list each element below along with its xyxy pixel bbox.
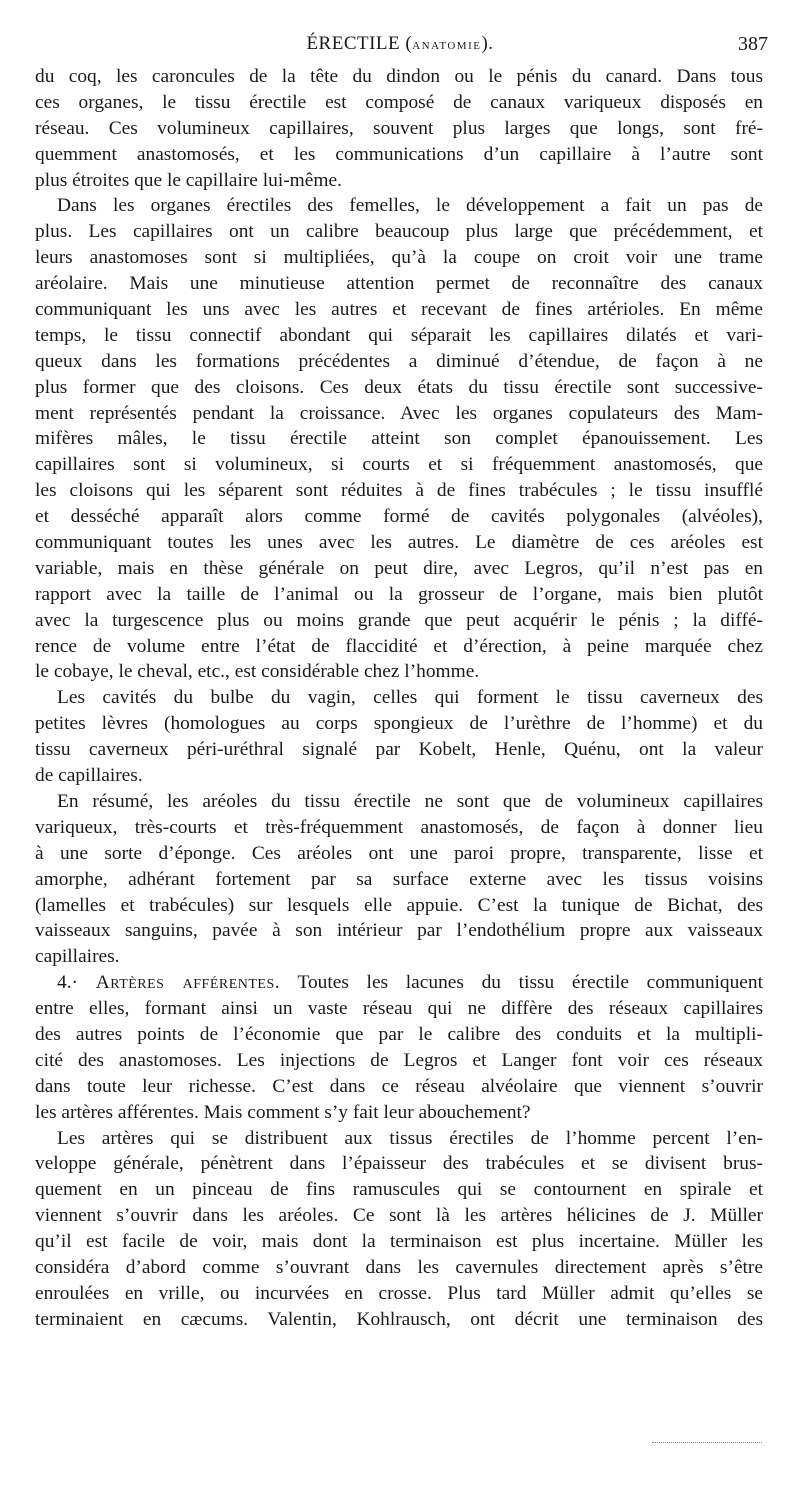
text-line xyxy=(35,1255,763,1281)
text-line xyxy=(35,142,763,168)
line-text: petites lèvres (homologues au corps spongieux de l’urèthre de l’homme) et du xyxy=(35,713,763,735)
text-line xyxy=(35,116,763,142)
text-line xyxy=(35,245,763,271)
page-number: 387 xyxy=(738,33,768,55)
text-line xyxy=(35,996,763,1022)
line-text: En résumé, les aréoles du tissu érectile ne sont que de volumineux capillaires xyxy=(57,790,763,812)
text-line xyxy=(35,323,763,349)
text-line xyxy=(35,918,763,944)
line-text: tissu caverneux péri-uréthral signalé par Kobelt, Henle, Quénu, ont la valeur xyxy=(35,739,763,761)
text-line xyxy=(35,1074,763,1100)
text-line xyxy=(35,1307,763,1333)
text-line xyxy=(35,297,763,323)
text-line xyxy=(35,452,763,478)
text-line xyxy=(35,970,763,996)
body-text xyxy=(35,64,763,1333)
footer-mark xyxy=(652,1442,762,1447)
line-text: communiquant toutes les unes avec les autres. Le diamètre de ces aréoles est xyxy=(35,532,763,554)
text-line xyxy=(35,168,763,194)
text-line xyxy=(35,763,763,789)
line-text: plus étroites que le capillaire lui-même. xyxy=(35,169,342,191)
text-line xyxy=(35,944,763,970)
text-line xyxy=(35,349,763,375)
text-line xyxy=(35,375,763,401)
line-text: le cobaye, le cheval, etc., est considérable chez l’homme. xyxy=(35,661,480,683)
line-text: ment représentés pendant la croissance. Avec les organes copulateurs des Mam- xyxy=(35,402,763,424)
line-text: Dans les organes érectiles des femelles, le développement a fait un pas de xyxy=(57,195,763,217)
text-line xyxy=(35,1151,763,1177)
line-text: du coq, les caroncules de la tête du dindon ou le pénis du canard. Dans tous xyxy=(35,66,763,87)
text-line xyxy=(35,789,763,815)
line-text: amorphe, adhérant fortement par sa surface externe avec les tissus voisins xyxy=(35,868,763,890)
text-line xyxy=(35,193,763,219)
text-line xyxy=(35,530,763,556)
line-text: rence de volume entre l’état de flaccidité et d’érection, à peine marquée chez xyxy=(35,635,763,657)
text-line xyxy=(35,867,763,893)
page-header xyxy=(0,33,800,57)
text-line xyxy=(35,1048,763,1074)
line-text: vaisseaux sanguins, pavée à son intérieur par l’endothélium propre aux vaisseaux xyxy=(35,920,763,942)
line-text: Les artères qui se distribuent aux tissus érectiles de l’homme percent l’en- xyxy=(57,1127,763,1149)
text-line xyxy=(35,737,763,763)
running-title-main: ÉRECTILE ( xyxy=(306,33,413,54)
line-text: enroulées en vrille, ou incurvées en crosse. Plus tard Müller admit qu’elles se xyxy=(35,1282,763,1304)
line-text: viennent s’ouvrir dans les aréoles. Ce sont là les artères hélicines de J. Müller xyxy=(35,1205,763,1227)
line-text: capillaires sont si volumineux, si courts et si fréquemment anastomosés, que xyxy=(35,454,763,476)
line-text: des autres points de l’économie que par le calibre des conduits et la multipli- xyxy=(35,1023,763,1045)
text-line xyxy=(35,1229,763,1255)
text-line xyxy=(35,64,763,90)
line-text: ces organes, le tissu érectile est composé de canaux variqueux disposés en xyxy=(35,91,763,113)
text-line xyxy=(35,815,763,841)
text-line xyxy=(35,219,763,245)
line-text: plus. Les capillaires ont un calibre beaucoup plus large que précédemment, et xyxy=(35,221,763,243)
text-line xyxy=(35,711,763,737)
running-title-subject: anatomie xyxy=(412,37,482,53)
text-line xyxy=(35,1281,763,1307)
line-text: qu’il est facile de voir, mais dont la terminaison est plus incertaine. Müller les xyxy=(35,1231,763,1253)
line-text: capillaires. xyxy=(35,946,120,968)
line-text: variable, mais en thèse générale on peut dire, avec Legros, qu’il n’est pas en xyxy=(35,557,763,579)
line-text: de capillaires. xyxy=(35,765,143,787)
line-text: quement en un pinceau de fins ramuscules qui se contournent en spirale et xyxy=(35,1179,763,1201)
line-text: à une sorte d’éponge. Ces aréoles ont une paroi propre, transparente, lisse et xyxy=(35,842,763,864)
line-text: réseau. Ces volumineux capillaires, souvent plus larges que longs, sont fré- xyxy=(35,117,763,139)
line-text: dans toute leur richesse. C’est dans ce réseau alvéolaire que viennent s’ouvrir xyxy=(35,1075,763,1097)
line-text: Toutes les lacunes du tissu érectile communiquent xyxy=(280,972,763,994)
text-line xyxy=(35,582,763,608)
text-line xyxy=(35,478,763,504)
line-text: aréolaire. Mais une minutieuse attention permet de reconnaître des canaux xyxy=(35,273,763,295)
line-text: cité des anastomoses. Les injections de Legros et Langer font voir ces réseaux xyxy=(35,1049,763,1071)
line-text: entre elles, formant ainsi un vaste réseau qui ne diffère des réseaux capillaires xyxy=(35,998,763,1020)
line-text: mifères mâles, le tissu érectile atteint son complet épanouissement. Les xyxy=(35,428,763,450)
text-line xyxy=(35,1203,763,1229)
text-line xyxy=(35,1126,763,1152)
line-text: temps, le tissu connectif abondant qui séparait les capillaires dilatés et vari- xyxy=(35,324,763,346)
running-title xyxy=(0,33,800,55)
line-text: considéra d’abord comme s’ouvrant dans les cavernules directement après s’être xyxy=(35,1256,763,1278)
text-line xyxy=(35,1177,763,1203)
section-number: 4.· xyxy=(57,972,96,994)
line-text: queux dans les formations précédentes a diminué d’étendue, de façon à ne xyxy=(35,350,763,372)
line-text: les artères afférentes. Mais comment s’y fait leur abouchement? xyxy=(35,1101,531,1123)
line-text: rapport avec la taille de l’animal ou la grosseur de l’organe, mais bien plutôt xyxy=(35,583,763,605)
line-text: communiquant les uns avec les autres et recevant de fines artérioles. En même xyxy=(35,299,763,321)
line-text: terminaient en cæcums. Valentin, Kohlrausch, ont décrit une terminaison des xyxy=(35,1308,763,1330)
line-text: quemment anastomosés, et les communications d’un capillaire à l’autre sont xyxy=(35,143,763,165)
line-text: et desséché apparaît alors comme formé de cavités polygonales (alvéoles), xyxy=(35,506,763,528)
running-title-end: ). xyxy=(481,33,494,54)
text-line xyxy=(35,426,763,452)
line-text: (lamelles et trabécules) sur lesquels elle appuie. C’est la tunique de Bichat, des xyxy=(35,894,763,916)
text-line xyxy=(35,608,763,634)
text-line xyxy=(35,659,763,685)
text-line xyxy=(35,1022,763,1048)
line-text: avec la turgescence plus ou moins grande que peut acquérir le pénis ; la diffé- xyxy=(35,609,763,631)
text-line xyxy=(35,1100,763,1126)
line-text: leurs anastomoses sont si multipliées, qu’à la coupe on croit voir une trame xyxy=(35,247,763,269)
line-text: variqueux, très-courts et très-fréquemment anastomosés, de façon à donner lieu xyxy=(35,816,763,838)
text-line xyxy=(35,504,763,530)
line-text: Les cavités du bulbe du vagin, celles qui forment le tissu caverneux des xyxy=(57,687,763,709)
text-line xyxy=(35,893,763,919)
text-line xyxy=(35,401,763,427)
text-line xyxy=(35,90,763,116)
line-text: plus former que des cloisons. Ces deux états du tissu érectile sont successive- xyxy=(35,376,763,398)
text-line xyxy=(35,841,763,867)
text-line xyxy=(35,271,763,297)
line-text: veloppe générale, pénètrent dans l’épaisseur des trabécules et se divisent brus- xyxy=(35,1153,763,1175)
section-heading: Artères afférentes. xyxy=(95,972,281,994)
line-text: les cloisons qui les séparent sont réduites à de fines trabécules ; le tissu insufflé xyxy=(35,480,763,502)
text-line xyxy=(35,556,763,582)
text-line xyxy=(35,634,763,660)
text-line xyxy=(35,685,763,711)
